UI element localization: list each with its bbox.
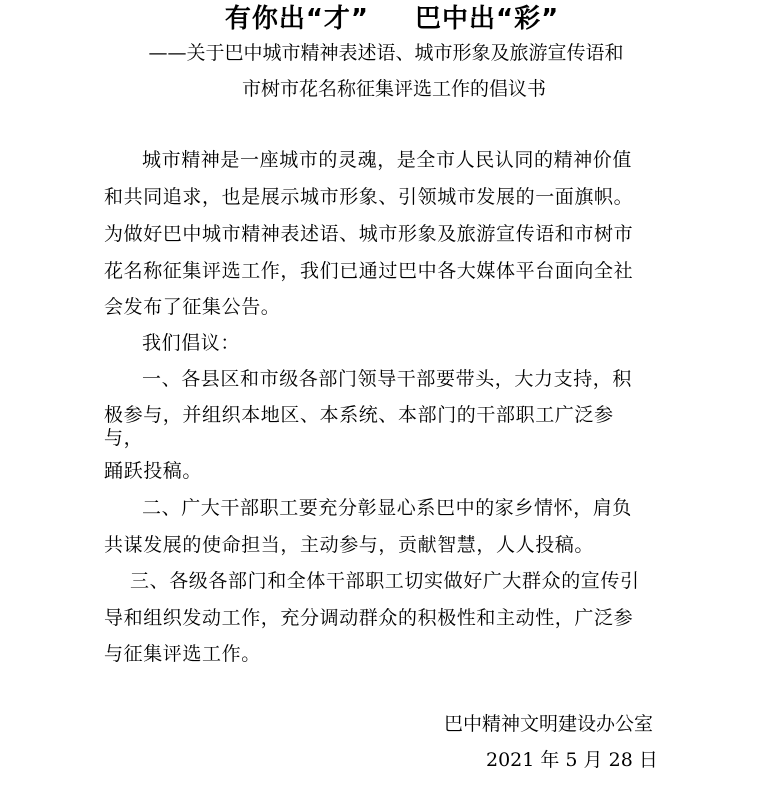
body-line: 一、各县区和市级各部门领导干部要带头，大力支持，积: [142, 368, 633, 390]
body-line: 花名称征集评选工作，我们已通过巴中各大媒体平台面向全社: [104, 260, 634, 282]
body-line: 为做好巴中城市精神表述语、城市形象及旅游宣传语和市树市: [104, 223, 634, 245]
body-line: 和共同追求，也是展示城市形象、引领城市发展的一面旗帜。: [104, 186, 634, 208]
body-line: 与，: [104, 427, 144, 449]
body-line: 二、广大干部职工要充分彰显心系巴中的家乡情怀，肩负: [142, 497, 633, 519]
subtitle-line-1: ——关于巴中城市精神表述语、城市形象及旅游宣传语和: [148, 42, 624, 64]
body-line: 会发布了征集公告。: [104, 296, 281, 318]
body-line: 踊跃投稿。: [104, 460, 203, 482]
body-line: 共谋发展的使命担当，主动参与，贡献智慧，人人投稿。: [104, 534, 595, 556]
body-line: 与征集评选工作。: [104, 643, 261, 665]
subtitle-line-2: 市树市花名称征集评选工作的倡议书: [241, 78, 546, 100]
body-line: 导和组织发动工作，充分调动群众的积极性和主动性，广泛参: [104, 607, 634, 629]
body-line: 极参与，并组织本地区、本系统、本部门的干部职工广泛参: [104, 404, 614, 426]
signature-organization: 巴中精神文明建设办公室: [444, 713, 654, 735]
body-line: 城市精神是一座城市的灵魂，是全市人民认同的精神价值: [142, 149, 633, 171]
title-part-2: 巴中出“彩”: [415, 4, 560, 34]
body-line: 三、各级各部门和全体干部职工切实做好广大群众的宣传引: [130, 570, 640, 592]
signature-date: 2021 年 5 月 28 日: [486, 749, 658, 771]
document-title: [0, 2, 784, 36]
title-part-1: 有你出“才”: [224, 4, 369, 34]
body-line: 我们倡议：: [142, 332, 241, 354]
